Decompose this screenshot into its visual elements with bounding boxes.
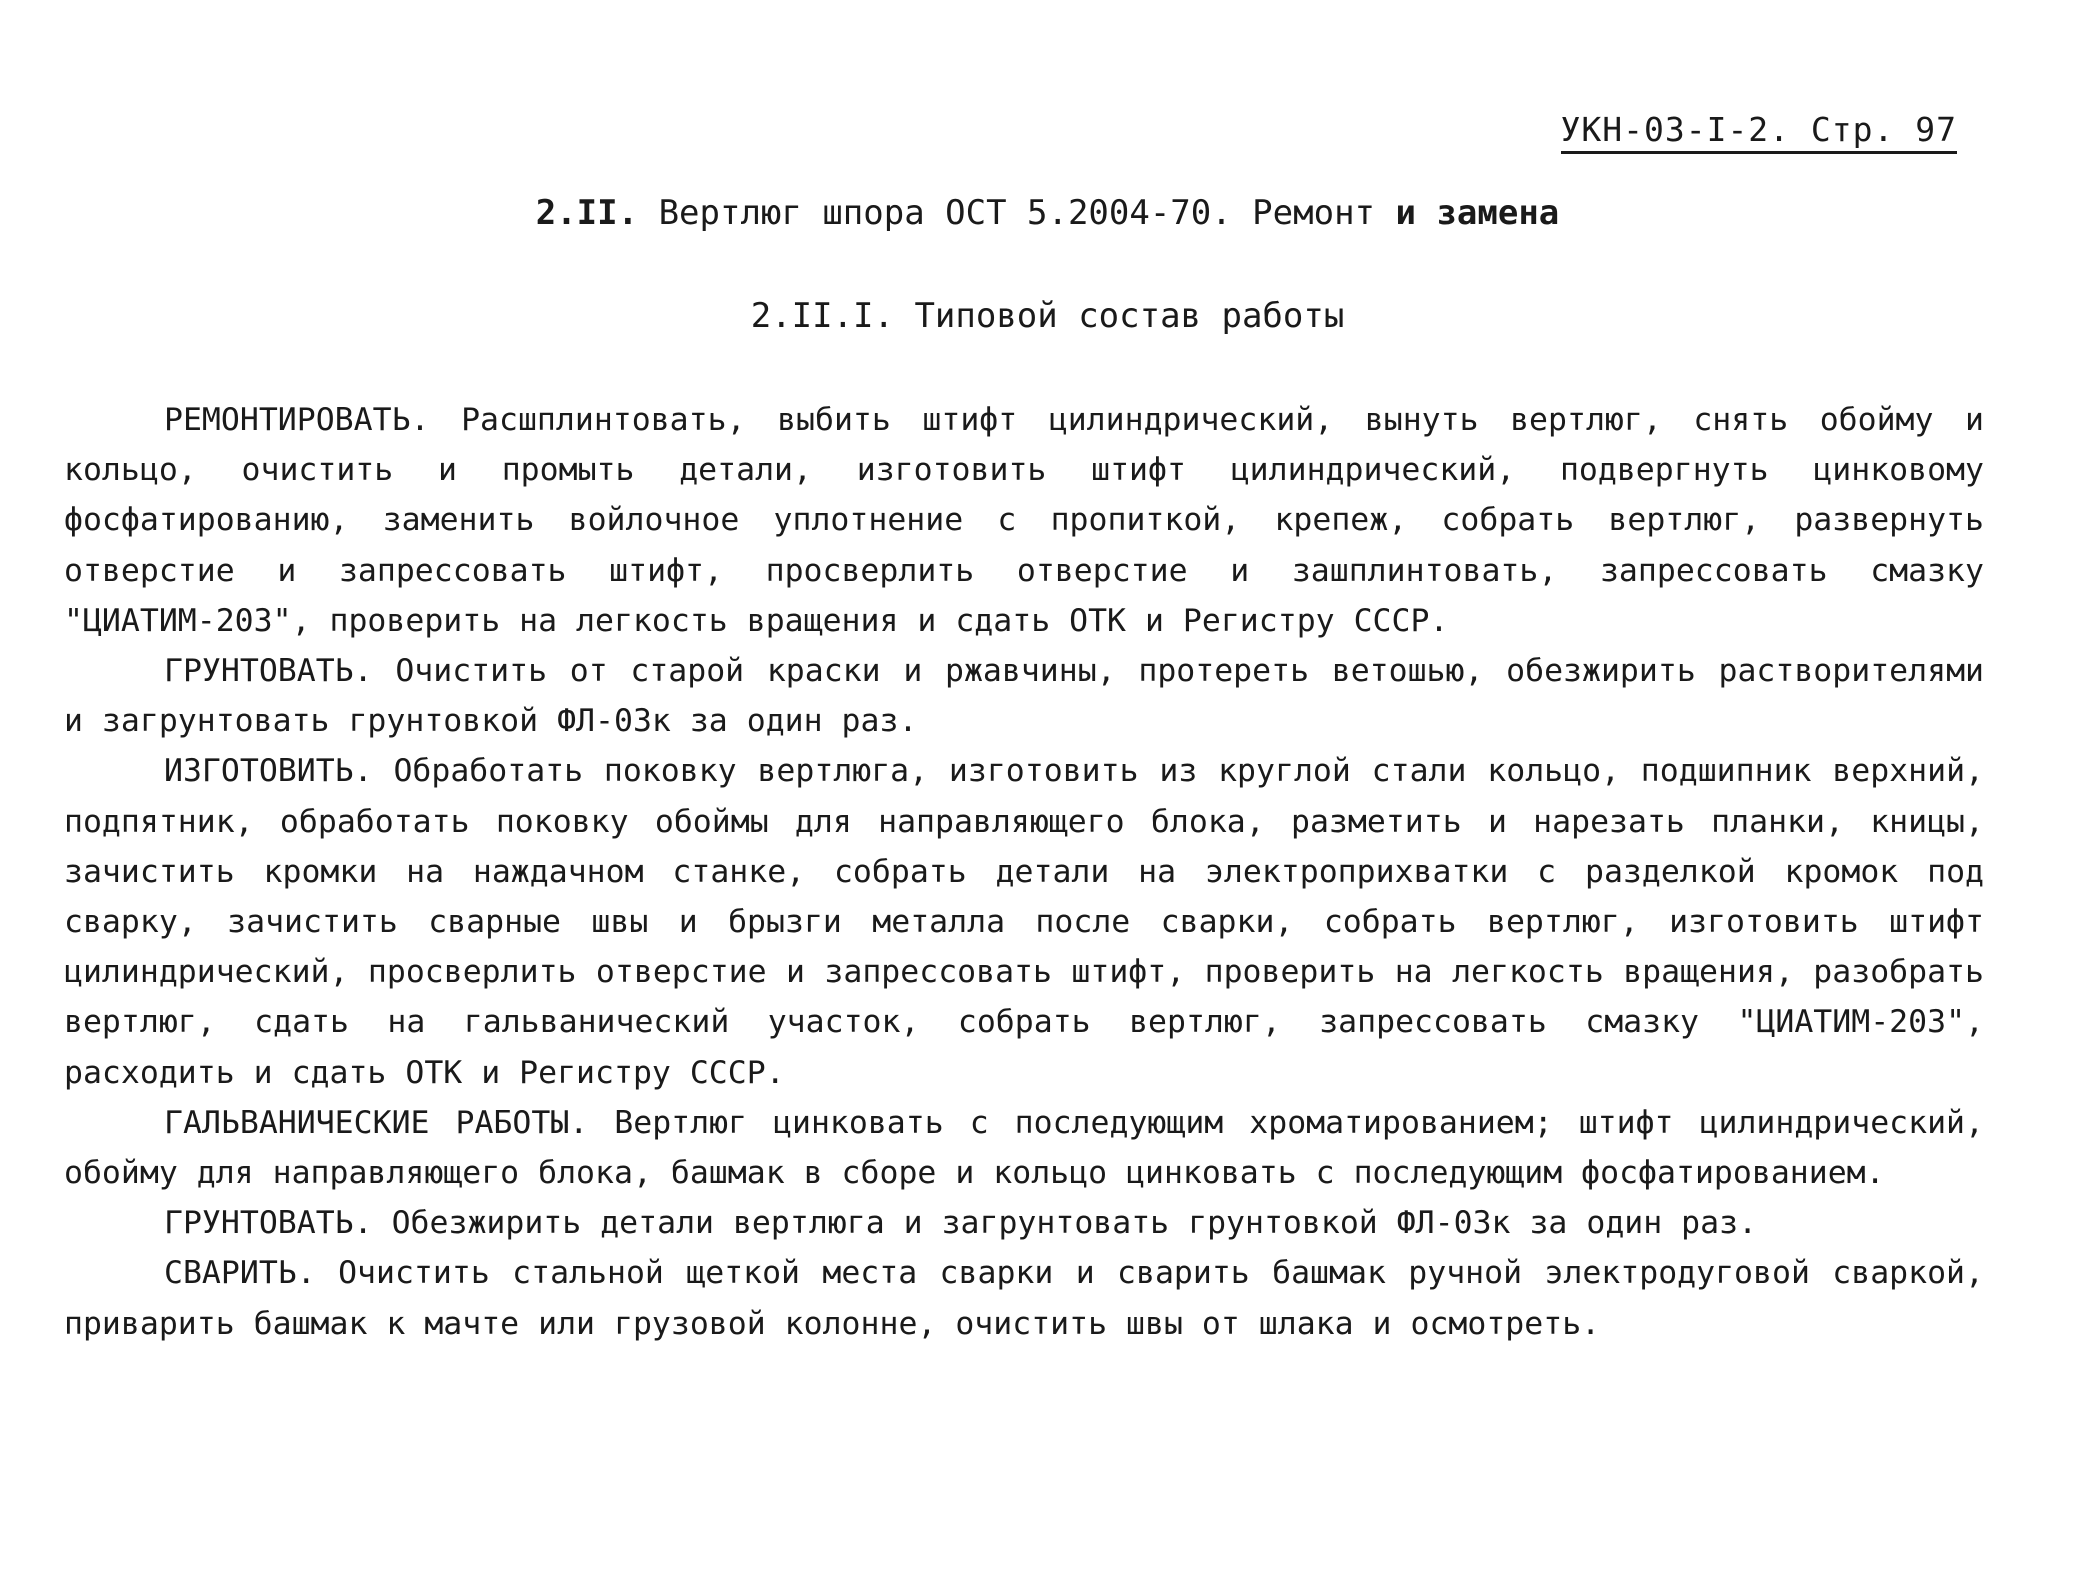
paragraph-weld [64, 1248, 1984, 1348]
section-title-tail: и замена [1395, 193, 1560, 233]
subsection-title: 2.II.I. Типовой состав работы [750, 296, 1345, 336]
paragraph-text: Вертлюг цинковать с последующим хроматированием; штифт цилиндрический, обойму для направляющего блока, башмак в сборе и кольцо цинковать с последующим фосфатированием. [64, 1104, 1984, 1192]
paragraph-keyword: СВАРИТЬ. [164, 1255, 316, 1292]
paragraph-keyword: РЕМОНТИРОВАТЬ. [164, 402, 430, 438]
paragraph-keyword: ИЗГОТОВИТЬ. [164, 753, 373, 790]
paragraph-text: Очистить стальной щеткой места сварки и сварить башмак ручной электродуговой сваркой, приварить башмак к мачте или грузовой колонне, очистить швы от шлака и осмотреть. [64, 1255, 1984, 1342]
paragraph-keyword: ГРУНТОВАТЬ. [164, 1205, 373, 1242]
work-description [64, 395, 1984, 1349]
paragraph-text: Очистить от старой краски и ржавчины, протереть ветошью, обезжирить растворителями и загрунтовать грунтовкой ФЛ-03к за один раз. [64, 653, 1984, 740]
section-title-text: Вертлюг шпора ОСТ 5.2004-70. Ремонт [658, 193, 1376, 233]
section-title [0, 193, 2095, 233]
paragraph-text: Расшплинтовать, выбить штифт цилиндрический, вынуть вертлюг, снять обойму и кольцо, очистить и промыть детали, изготовить штифт цилиндрический, подвергнуть цинковому фосфатированию, заменить войлочное уплотнение с пропиткой, крепеж, собрать вертлюг, развернуть отверстие и запрессовать штифт, просверлить отверстие и зашплинтовать, запрессовать смазку "ЦИАТИМ-203", проверить на легкость вращения и сдать ОТК и Регистру СССР. [64, 402, 1984, 639]
paragraph-prime-2 [64, 1198, 1984, 1248]
paragraph-prime [64, 646, 1984, 746]
paragraph-text: Обезжирить детали вертлюга и загрунтовать грунтовкой ФЛ-03к за один раз. [391, 1205, 1758, 1242]
paragraph-text: Обработать поковку вертлюга, изготовить из круглой стали кольцо, подшипник верхний, подпятник, обработать поковку обоймы для направляющего блока, разметить и нарезать планки, кницы, зачистить кромки на наждачном станке, собрать детали на электроприхватки с разделкой кромок под сварку, зачистить сварные швы и брызги металла после сварки, собрать вертлюг, изготовить штифт цилиндрический, просверлить отверстие и запрессовать штифт, проверить на легкость вращения, разобрать вертлюг, сдать на гальванический участок, собрать вертлюг, запрессовать смазку "ЦИАТИМ-203", расходить и сдать ОТК и Регистру СССР. [64, 753, 1985, 1091]
paragraph-galvanic [64, 1098, 1984, 1198]
paragraph-manufacture [64, 746, 1984, 1097]
paragraph-keyword: ГРУНТОВАТЬ. [164, 653, 373, 690]
paragraph-repair [64, 395, 1984, 646]
page-reference: УКН-03-I-2. Стр. 97 [1561, 110, 1958, 154]
paragraph-keyword: ГАЛЬВАНИЧЕСКИЕ РАБОТЫ. [164, 1104, 589, 1141]
section-number: 2.II. [535, 193, 639, 233]
